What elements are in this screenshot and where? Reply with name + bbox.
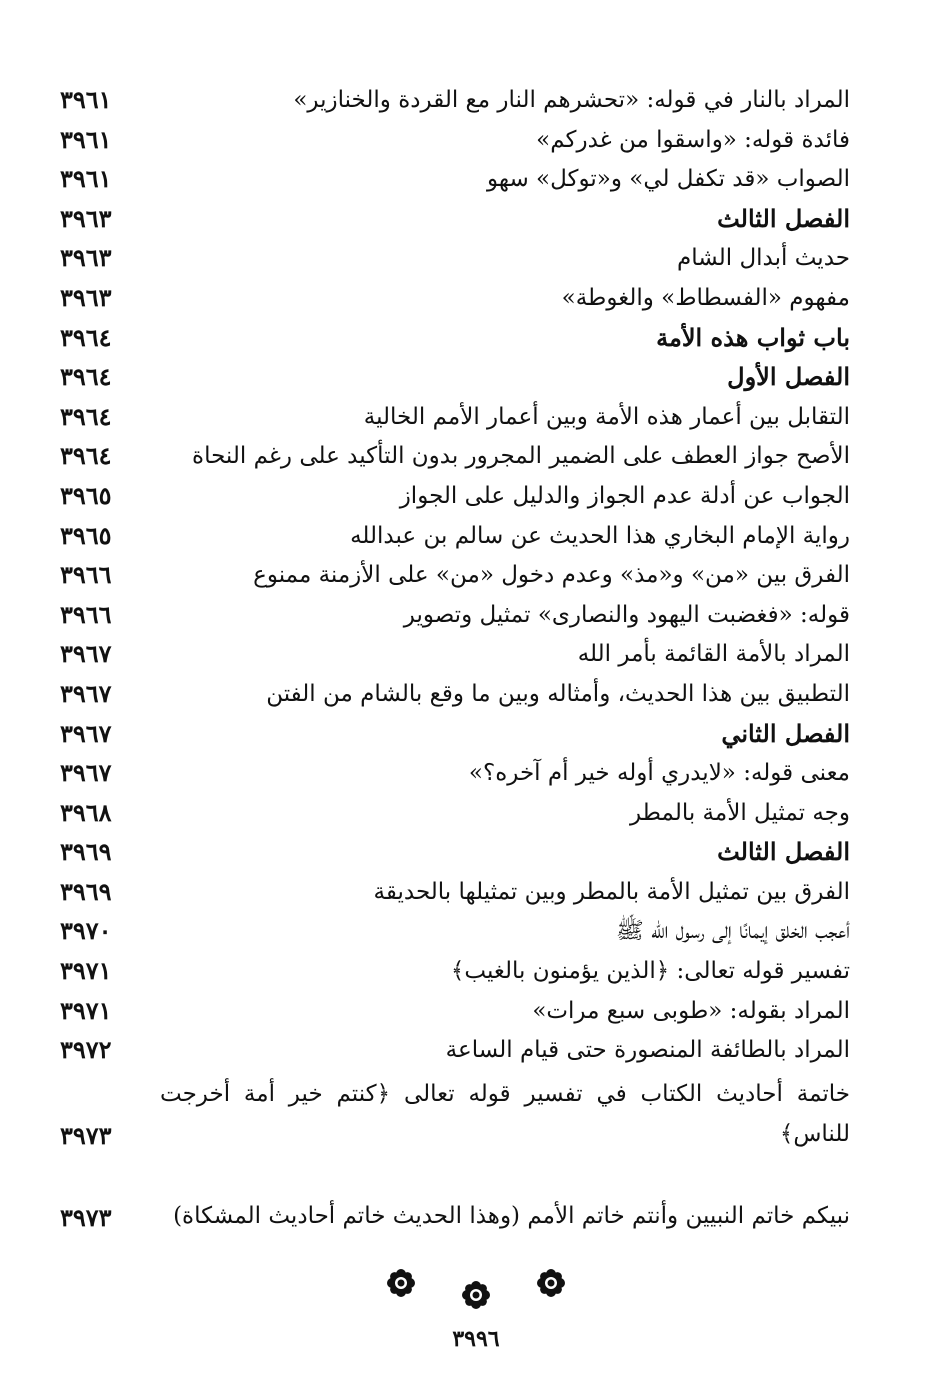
entry-title: فائدة قوله: «واسقوا من غدركم»: [536, 126, 850, 153]
entry-page-number: ٣٩٦٤: [60, 322, 112, 352]
entry-page-number: ٣٩٦٧: [60, 718, 112, 748]
entry-page-number: ٣٩٦٣: [60, 243, 112, 273]
toc-entry: [60, 320, 850, 360]
toc-entry: [60, 676, 850, 716]
flower-ornament-icon: [386, 1268, 416, 1298]
toc-entry: [60, 478, 850, 518]
toc-entry: [60, 201, 850, 241]
toc-entry: [60, 1032, 850, 1072]
toc-entry: [60, 1154, 850, 1236]
entry-page-number: ٣٩٦١: [60, 85, 112, 114]
entry-title: رواية الإمام البخاري هذا الحديث عن سالم بن عبدالله: [350, 522, 850, 549]
entry-page-number: ٣٩٧٠: [60, 916, 112, 946]
entry-title: الأصح جواز العطف على الضمير المجرور بدون التأكيد على رغم النحاة: [192, 443, 850, 470]
toc-entry: [60, 755, 850, 795]
entry-page-number: ٣٩٦٥: [60, 520, 112, 550]
entry-title: المراد بالطائفة المنصورة حتى قيام الساعة: [445, 1037, 850, 1064]
toc-entry: [60, 240, 850, 280]
entry-title: الفرق بين «من» و«مذ» وعدم دخول «من» على الأزمنة ممنوع: [253, 562, 850, 589]
entry-page-number: ٣٩٧١: [60, 995, 112, 1025]
entry-page-number: ٣٩٦٨: [60, 797, 112, 827]
entry-title: وجه تمثيل الأمة بالمطر: [629, 799, 850, 826]
entry-page-number: ٣٩٦٧: [60, 758, 112, 788]
entry-page-number: ٣٩٧١: [60, 956, 112, 986]
entry-title: معنى قوله: «لايدري أوله خير أم آخره؟»: [468, 760, 850, 787]
entry-page-number: ٣٩٦٦: [60, 560, 112, 590]
toc-entry: [60, 161, 850, 201]
toc-entry: [60, 1072, 850, 1154]
toc-entry: [60, 716, 850, 756]
toc-entry: [60, 122, 850, 162]
entry-page-number: ٣٩٧٣: [60, 1120, 112, 1150]
toc-entry: [60, 557, 850, 597]
entry-page-number: ٣٩٦٤: [60, 362, 112, 392]
toc-entry: [60, 82, 850, 122]
flower-ornament-icon: [536, 1268, 566, 1298]
section-heading: الفصل الأول: [727, 362, 850, 392]
entry-page-number: ٣٩٧٢: [60, 1035, 112, 1065]
toc-entry: [60, 874, 850, 914]
entry-title: تفسير قوله تعالى: ﴿الذين يؤمنون بالغيب﴾: [450, 958, 850, 985]
entry-title: التقابل بين أعمار هذه الأمة وبين أعمار الأمم الخالية: [363, 403, 850, 430]
entry-title: الجواب عن أدلة عدم الجواز والدليل على الجواز: [399, 482, 850, 509]
toc-entry: [60, 359, 850, 399]
entry-title: حديث أبدال الشام: [676, 245, 850, 272]
entry-title: قوله: «فغضبت اليهود والنصارى» تمثيل وتصوير: [403, 601, 850, 628]
toc-entry: [60, 399, 850, 439]
entry-title: المراد بالأمة القائمة بأمر الله: [577, 641, 850, 668]
entry-page-number: ٣٩٦٩: [60, 876, 112, 906]
page-number: ٣٩٩٦: [452, 1326, 500, 1352]
entry-page-number: ٣٩٦٩: [60, 837, 112, 867]
section-heading: الفصل الثاني: [721, 718, 850, 748]
toc-entry: [60, 834, 850, 874]
entry-title: المراد بالنار في قوله: «تحشرهم النار مع القردة والخنازير»: [293, 87, 850, 113]
entry-page-number: ٣٩٦٦: [60, 599, 112, 629]
entry-page-number: ٣٩٦٥: [60, 480, 112, 510]
entry-title: مفهوم «الفسطاط» والغوطة»: [561, 284, 850, 311]
entry-page-number: ٣٩٦٣: [60, 203, 112, 233]
section-heading: الفصل الثالث: [717, 837, 850, 867]
entry-page-number: ٣٩٦٤: [60, 441, 112, 471]
toc-entry: [60, 280, 850, 320]
table-of-contents: [60, 82, 850, 1236]
entry-page-number: ٣٩٦٧: [60, 678, 112, 708]
toc-entry: [60, 795, 850, 835]
entry-title: المراد بقوله: «طوبى سبع مرات»: [532, 997, 850, 1024]
entry-title: التطبيق بين هذا الحديث، وأمثاله وبين ما وقع بالشام من الفتن: [266, 680, 850, 707]
entry-title: خاتمة أحاديث الكتاب في تفسير قوله تعالى ﴿كنتم خير أمة أخرجت للناس﴾: [160, 1080, 850, 1147]
flower-ornament-icon: [461, 1280, 491, 1310]
toc-entry: [60, 597, 850, 637]
entry-page-number: ٣٩٦٤: [60, 401, 112, 431]
toc-entry: [60, 953, 850, 993]
entry-title: الفرق بين تمثيل الأمة بالمطر وبين تمثيلها بالحديقة: [373, 878, 850, 905]
entry-page-number: ٣٩٦١: [60, 164, 112, 194]
entry-page-number: ٣٩٧٣: [60, 1202, 112, 1232]
section-heading: الفصل الثالث: [717, 203, 850, 233]
entry-page-number: ٣٩٦٣: [60, 282, 112, 312]
toc-entry: [60, 993, 850, 1033]
toc-entry: [60, 438, 850, 478]
toc-entry: [60, 636, 850, 676]
entry-title: نبيكم خاتم النبيين وأنتم خاتم الأمم (وهذا الحديث خاتم أحاديث المشكاة): [173, 1202, 850, 1229]
ornament-divider: [0, 1268, 952, 1302]
entry-page-number: ٣٩٦١: [60, 124, 112, 154]
entry-title: الصواب «قد تكفل لي» و«توكل» سهو: [486, 166, 850, 193]
entry-title: أعجب الخلق إيمانًا إلى رسول الله ﷺ: [616, 918, 850, 945]
section-heading: باب ثواب هذه الأمة: [656, 322, 850, 352]
toc-entry: [60, 913, 850, 953]
entry-page-number: ٣٩٦٧: [60, 639, 112, 669]
toc-entry: [60, 518, 850, 558]
